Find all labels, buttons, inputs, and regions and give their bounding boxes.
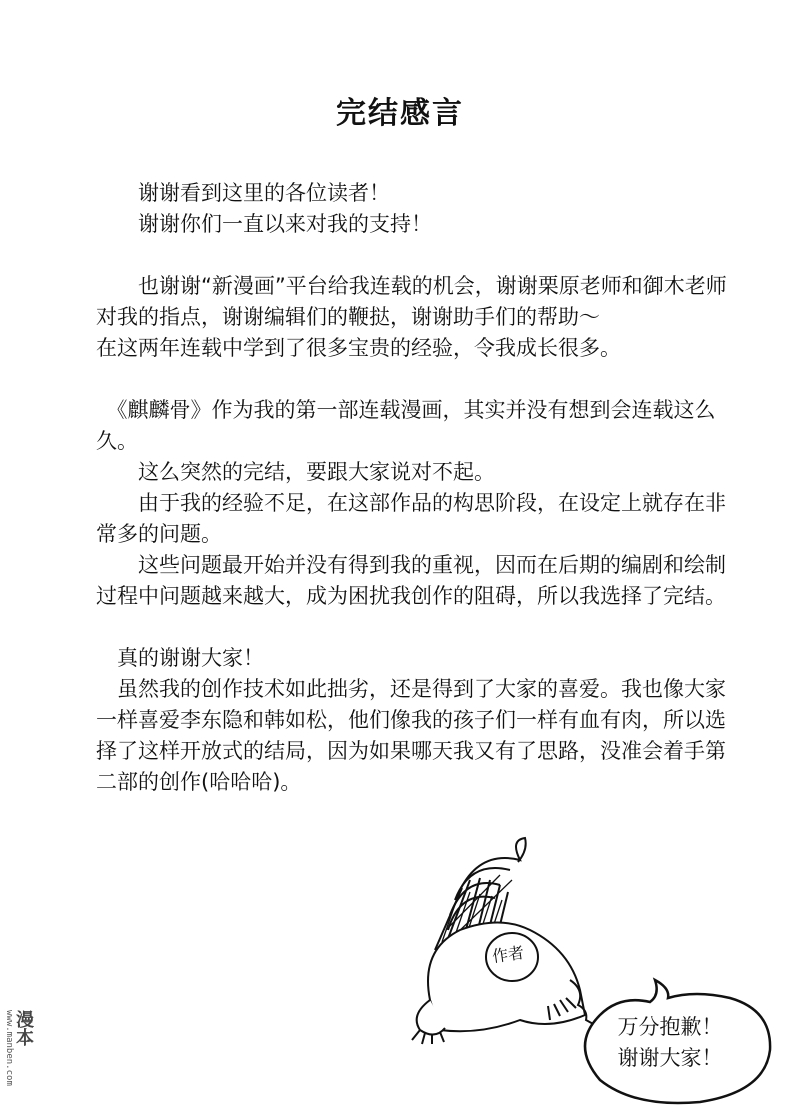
paragraph-thanks-support: 谢谢你们一直以来对我的支持！	[96, 212, 432, 236]
paragraph-gap	[96, 612, 736, 643]
paragraph-first-series: 《麒麟骨》作为我的第一部连载漫画，其实并没有想到会连载这么久。	[96, 398, 716, 453]
bubble-line-apology: 万分抱歉！	[617, 1015, 723, 1039]
paragraph-growth: 在这两年连载中学到了很多宝贵的经验，令我成长很多。	[96, 336, 621, 360]
paragraph-thanks-all: 真的谢谢大家！	[96, 646, 264, 670]
paragraph-problems: 这些问题最开始并没有得到我的重视，因而在后期的编剧和绘制过程中问题越来越大，成为困扰我创作的阻碍，所以我选择了完结。	[96, 553, 726, 608]
paragraph-gap	[96, 240, 736, 271]
paragraph-gap	[96, 364, 736, 395]
head-label: 作者	[490, 942, 526, 967]
paragraph-thanks-platform: 也谢谢“新漫画”平台给我连载的机会，谢谢栗原老师和御木老师对我的指点，谢谢编辑们的鞭挞，谢谢助手们的帮助～	[96, 274, 727, 329]
watermark-logo: 漫本	[13, 1010, 34, 1046]
bubble-text	[590, 1012, 750, 1074]
watermark	[2, 1010, 36, 1115]
paragraph-thanks-readers: 谢谢看到这里的各位读者！	[96, 181, 390, 205]
paragraph-inexperience: 由于我的经验不足，在这部作品的构思阶段，在设定上就存在非常多的问题。	[96, 491, 726, 546]
page-title: 完结感言	[336, 96, 464, 131]
watermark-url: www.manben.com	[4, 1010, 14, 1086]
afterword-body	[96, 178, 736, 798]
paragraph-ending: 虽然我的创作技术如此拙劣，还是得到了大家的喜爱。我也像大家一样喜爱李东隐和韩如松，他们像我的孩子们一样有血有肉，所以选择了这样开放式的结局，因为如果哪天我又有了思路，没准会着手第二部的创作(哈哈哈)。	[96, 677, 726, 794]
bubble-line-thanks: 谢谢大家！	[617, 1046, 723, 1070]
paragraph-apology: 这么突然的完结，要跟大家说对不起。	[96, 460, 495, 484]
